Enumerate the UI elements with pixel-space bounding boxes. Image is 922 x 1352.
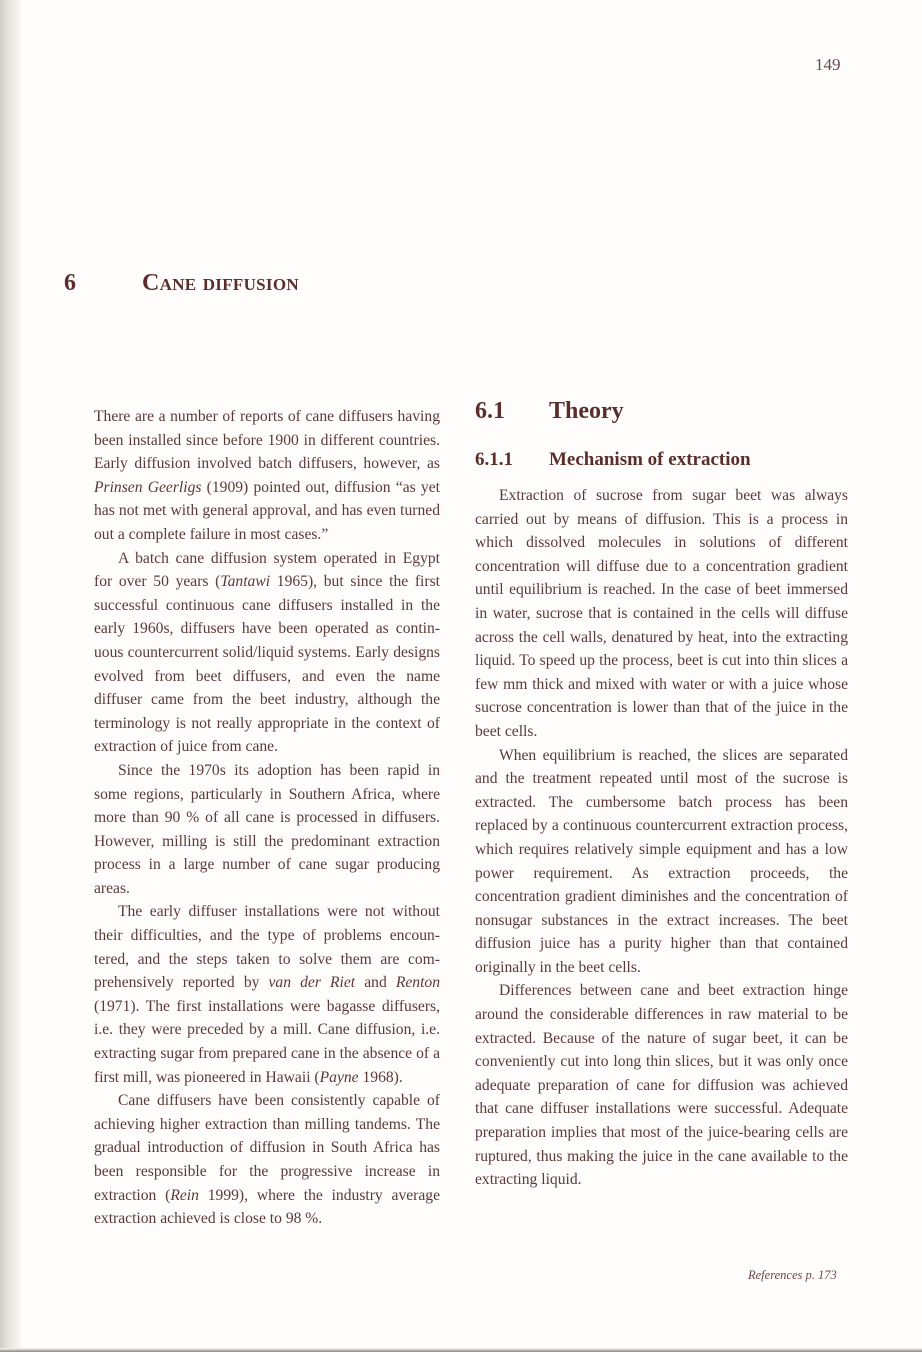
subsection-heading	[475, 442, 848, 484]
citation-author: Prinsen Geerligs	[94, 478, 202, 496]
section-number: 6.1	[475, 398, 505, 424]
section-heading	[475, 400, 848, 442]
left-column	[94, 405, 440, 1231]
chapter-number: 6	[64, 270, 76, 296]
paragraph: A batch cane diffusion system operated in Egypt for over 50 years (Tantawi 1965), but since the first successful continuous cane diffusers installed in the early 1960s, diffusers have been operated as continuous countercurrent solid/liquid systems. Early designs evolved from beet diffusers, and even the name diffuser came from the beet industry, although the terminology is not really appropriate in the context of extraction of juice from cane.	[94, 549, 440, 756]
section-title: Theory	[549, 398, 624, 424]
paragraph: Cane diffusers have been consistently capable of achieving higher extraction than milling tandems. The gradual introduction of diffusion in South Africa has been responsible for the progressive increase in extraction (Rein 1999), where the industry average extraction achieved is close to 98 %.	[94, 1092, 440, 1228]
page-binding-edge	[0, 0, 22, 1352]
paragraph: Since the 1970s its adoption has been rapid in some regions, particularly in Southern Africa, where more than 90 % of all cane is processed in diffusers. However, milling is still the predominant extraction process in a large number of cane sugar producing areas.	[94, 761, 440, 897]
paragraph: The early diffuser installations were not without their difficulties, and the type of problems encountered, and the steps taken to solve them are comprehensively reported by van der Riet and Renton (1971). The first installations were bagasse diffusers, i.e. they were preceded by a mill. Cane diffusion, i.e. extracting sugar from prepared cane in the absence of a first mill, was pioneered in Hawaii (Payne 1968).	[94, 903, 441, 1086]
citation-author: Tantawi	[220, 573, 271, 591]
citation-author: van der Riet	[268, 974, 356, 992]
subsection-title: Mechanism of extraction	[549, 449, 751, 470]
right-column	[475, 400, 848, 1192]
page-number: 149	[815, 55, 841, 74]
paragraph: There are a number of reports of cane diffusers having been installed since before 1900 in different countries. Early diffusion involved batch diffusers, however, as Prinsen Geerligs (1909) pointed out, diffusion “as yet has not met with general approval, and has even turned out a complete failure in most cases.”	[94, 408, 440, 543]
paragraph: When equilibrium is reached, the slices are separated and the treatment repeated until most of the sucrose is extracted. The cumbersome batch process has been replaced by a continuous countercurrent extraction process, which requires relatively simple equipment and has a low power requirement. As extraction proceeds, the concentration gradient diminishes and the concentration of nonsugar substances in the extract increases. The beet diffusion juice has a purity higher than that contained originally in the beet cells.	[475, 746, 848, 976]
references-footer: References p. 173	[748, 1268, 837, 1282]
citation-author: Renton	[395, 974, 441, 992]
chapter-title: Cane diffusion	[142, 270, 299, 296]
citation-author: Payne	[319, 1068, 359, 1086]
subsection-number: 6.1.1	[475, 449, 513, 470]
citation-author: Rein	[170, 1186, 199, 1204]
paragraph: Differences between cane and beet extraction hinge around the considerable differences in raw material to be extracted. Because of the nature of sugar beet, it can be conveniently cut into long thin slices, but it was only once adequate preparation of cane for diffusion was achieved that cane diffuser installations were successful. Adequate preparation implies that most of the juice-bearing cells are ruptured, thus making the juice in the cane available to the extracting liquid.	[475, 982, 848, 1189]
paragraph: Extraction of sucrose from sugar beet was always carried out by means of diffusion. This is a process in which dissolved molecules in solutions of different concentration will diffuse due to a concentration gradient until equilibrium is reached. In the case of beet immersed in water, sucrose that is contained in the cells will diffuse across the cell walls, denatured by heat, into the extracting liquid. To speed up the process, beet is cut into thin slices a few mm thick and mixed with water or with a juice whose sucrose concentration is lower than that of the juice in the beet cells.	[475, 487, 848, 740]
page-bottom-edge	[0, 1348, 922, 1352]
